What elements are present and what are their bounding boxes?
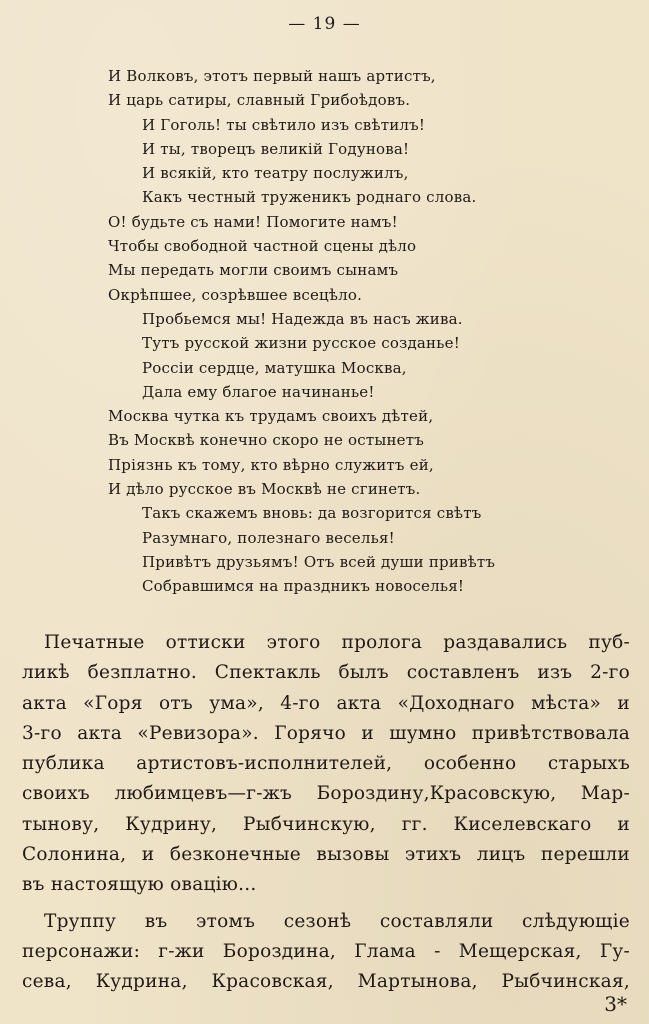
prose-line: Труппу въ этомъ сезонѣ составляли слѣдующіе [44,910,630,932]
prose-line: ликѣ безплатно. Спектакль былъ составленъ изъ 2-го [22,662,630,684]
poem-line: Дала ему благое начинанье! [142,382,375,401]
prose-line: сева, Кудрина, Красовская, Мартынова, Рыбчинская, [22,971,630,993]
prose-body [22,628,630,998]
poem-line: И ты, творецъ великій Годунова! [142,139,410,158]
poem-line: Окрѣпшее, созрѣвшее всецѣло. [108,285,363,304]
poem-line: О! будьте съ нами! Помогите намъ! [108,212,398,231]
poem-line: Чтобы свободной частной сцены дѣло [108,237,417,256]
poem-line: Россіи сердце, матушка Москва, [142,358,407,377]
poem-line: Тутъ русской жизни русское созданье! [142,334,460,353]
prose-line: акта «Горя отъ ума», 4-го акта «Доходнаго мѣста» и [22,692,630,714]
prose-line: Солонина, и безконечные вызовы этихъ лицъ перешли [22,844,630,866]
poem-line: Такъ скажемъ вновь: да возгорится свѣтъ [142,504,482,523]
poem-line: Разумнаго, полезнаго веселья! [142,528,395,547]
poem-line: Пробьемся мы! Надежда въ насъ жива. [142,309,463,328]
poem-line: И всякій, кто театру послужилъ, [142,164,409,183]
poem-line: Мы передать могли своимъ сынамъ [108,261,399,280]
prose-line: 3-го акта «Ревизора». Горячо и шумно привѣтствовала [22,722,630,744]
poem-line: Пріязнь къ тому, кто вѣрно служитъ ей, [108,455,434,474]
poem-line: И царь сатиры, славный Грибоѣдовъ. [108,91,411,110]
paragraph-2 [22,907,630,998]
poem-line: Москва чутка къ трудамъ своихъ дѣтей, [108,407,434,426]
poem-line: Собравшимся на праздникъ новоселья! [142,577,465,596]
prose-line: персонажи: г-жи Бороздина, Глама - Мещерская, Гу- [22,940,630,962]
poem-line: И Волковъ, этотъ первый нашъ артистъ, [108,67,436,85]
prose-line: публика артистовъ-исполнителей, особенно старыхъ [22,753,630,775]
poem-line: И дѣло русское въ Москвѣ не сгинетъ. [108,480,421,499]
prose-line: своихъ любимцевъ—г-жъ Бороздину,Красовскую, Мар- [22,783,630,805]
paragraph-1 [22,628,630,901]
poem-line: И Гоголь! ты свѣтило изъ свѣтилъ! [142,115,426,134]
page-number: — 19 — [288,14,361,34]
poem-stanza [108,64,588,599]
prose-line: Печатные оттиски этого пролога раздавались пуб- [44,632,630,653]
poem-line: Какъ честный труженикъ роднаго слова. [142,188,477,207]
prose-line: тынову, Кудрину, Рыбчинскую, гг. Киселевскаго и [22,813,630,835]
poem-line: Привѣтъ друзьямъ! Отъ всей души привѣтъ [142,552,496,571]
poem-line: Въ Москвѣ конечно скоро не остынетъ [108,431,424,450]
signature-mark: 3* [604,992,627,1016]
prose-line: въ настоящую овацію... [22,874,257,896]
